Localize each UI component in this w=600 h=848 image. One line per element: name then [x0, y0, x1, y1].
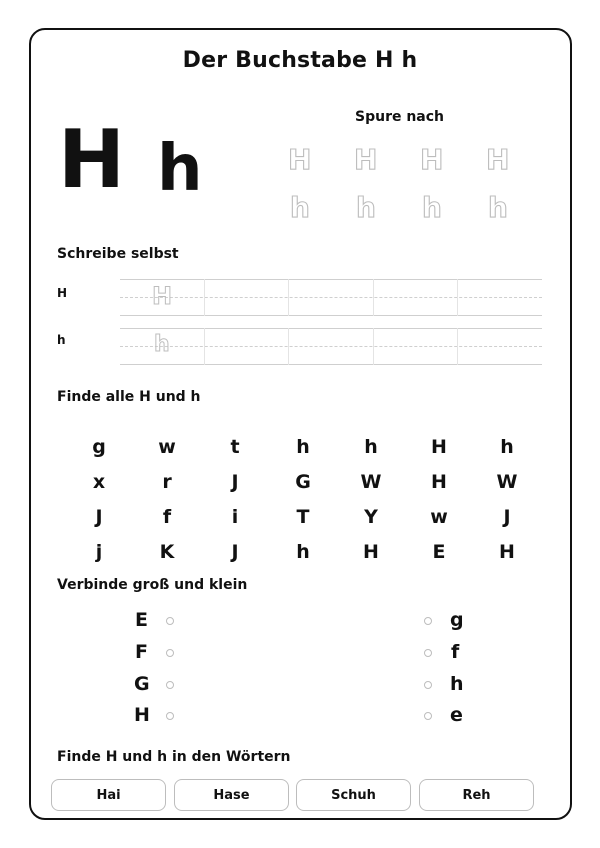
writing-midline: [120, 297, 542, 298]
grid-letter[interactable]: w: [158, 436, 176, 458]
grid-letter[interactable]: Y: [364, 506, 378, 528]
match-uppercase-letter: F: [135, 641, 148, 663]
cell-divider: [373, 279, 374, 316]
cell-divider: [457, 279, 458, 316]
match-label: Verbinde groß und klein: [57, 577, 248, 593]
cell-divider: [288, 279, 289, 316]
match-dot-right[interactable]: [424, 649, 432, 657]
word-text: Hai: [96, 787, 121, 803]
grid-letter[interactable]: r: [162, 471, 172, 493]
grid-letter[interactable]: W: [360, 471, 382, 493]
match-dot-left[interactable]: [166, 681, 174, 689]
cell-divider: [204, 328, 205, 365]
match-uppercase-letter: G: [134, 673, 150, 695]
cell-divider: [373, 328, 374, 365]
grid-letter[interactable]: J: [231, 541, 239, 563]
writing-row-uppercase[interactable]: [120, 279, 542, 316]
match-lowercase-letter: f: [451, 641, 460, 663]
writing-line: [120, 315, 542, 316]
grid-letter[interactable]: H: [431, 471, 447, 493]
trace-letter-upper[interactable]: H: [420, 143, 444, 176]
grid-letter[interactable]: H: [499, 541, 515, 563]
trace-letter-lower[interactable]: h: [356, 191, 376, 224]
trace-letter-upper[interactable]: H: [354, 143, 378, 176]
word-text: Schuh: [331, 787, 376, 803]
trace-letter-upper[interactable]: H: [486, 143, 510, 176]
grid-letter[interactable]: h: [296, 436, 310, 458]
match-uppercase-letter: E: [135, 609, 148, 631]
cell-divider: [288, 328, 289, 365]
match-uppercase-letter: H: [134, 704, 150, 726]
grid-letter[interactable]: h: [364, 436, 378, 458]
grid-letter[interactable]: j: [95, 541, 103, 563]
grid-letter[interactable]: g: [92, 436, 106, 458]
cell-divider: [457, 328, 458, 365]
grid-letter[interactable]: H: [363, 541, 379, 563]
writing-line: [120, 328, 542, 329]
match-lowercase-letter: g: [450, 609, 464, 631]
grid-letter[interactable]: f: [162, 506, 172, 528]
match-lowercase-letter: h: [450, 673, 464, 695]
grid-letter[interactable]: G: [295, 471, 311, 493]
match-dot-left[interactable]: [166, 712, 174, 720]
match-dot-left[interactable]: [166, 617, 174, 625]
big-uppercase-letter: H: [58, 113, 125, 206]
grid-letter[interactable]: J: [503, 506, 511, 528]
page-title: Der Buchstabe H h: [182, 48, 418, 73]
write-row-label: H: [57, 286, 68, 300]
writing-midline: [120, 346, 542, 347]
match-dot-left[interactable]: [166, 649, 174, 657]
writing-line: [120, 364, 542, 365]
match-lowercase-letter: e: [450, 704, 463, 726]
write-row-label: h: [57, 333, 66, 347]
writing-line: [120, 279, 542, 280]
grid-letter[interactable]: K: [159, 541, 175, 563]
grid-letter[interactable]: i: [231, 506, 239, 528]
trace-label: Spure nach: [355, 109, 445, 125]
trace-letter-lower[interactable]: h: [290, 191, 310, 224]
grid-letter[interactable]: H: [431, 436, 447, 458]
grid-letter[interactable]: x: [92, 471, 106, 493]
word-box[interactable]: [174, 779, 289, 811]
match-dot-right[interactable]: [424, 681, 432, 689]
cell-divider: [204, 279, 205, 316]
match-dot-right[interactable]: [424, 617, 432, 625]
trace-letter-lower[interactable]: h: [488, 191, 508, 224]
writing-row-lowercase[interactable]: [120, 328, 542, 365]
find-label: Finde alle H und h: [57, 389, 201, 405]
grid-letter[interactable]: T: [296, 506, 310, 528]
example-letter: h: [154, 332, 170, 357]
grid-letter[interactable]: t: [230, 436, 240, 458]
word-box[interactable]: [296, 779, 411, 811]
grid-letter[interactable]: J: [95, 506, 103, 528]
word-box[interactable]: [51, 779, 166, 811]
grid-letter[interactable]: h: [500, 436, 514, 458]
grid-letter[interactable]: w: [430, 506, 448, 528]
words-label: Finde H und h in den Wörtern: [57, 749, 291, 765]
grid-letter[interactable]: J: [231, 471, 239, 493]
grid-letter[interactable]: h: [296, 541, 310, 563]
word-text: Reh: [462, 787, 491, 803]
grid-letter[interactable]: E: [432, 541, 446, 563]
word-box[interactable]: [419, 779, 534, 811]
trace-letter-lower[interactable]: h: [422, 191, 442, 224]
match-dot-right[interactable]: [424, 712, 432, 720]
word-text: Hase: [213, 787, 250, 803]
example-letter: H: [152, 282, 173, 310]
write-label: Schreibe selbst: [57, 246, 179, 262]
big-lowercase-letter: h: [157, 132, 203, 206]
grid-letter[interactable]: W: [496, 471, 518, 493]
trace-letter-upper[interactable]: H: [288, 143, 312, 176]
